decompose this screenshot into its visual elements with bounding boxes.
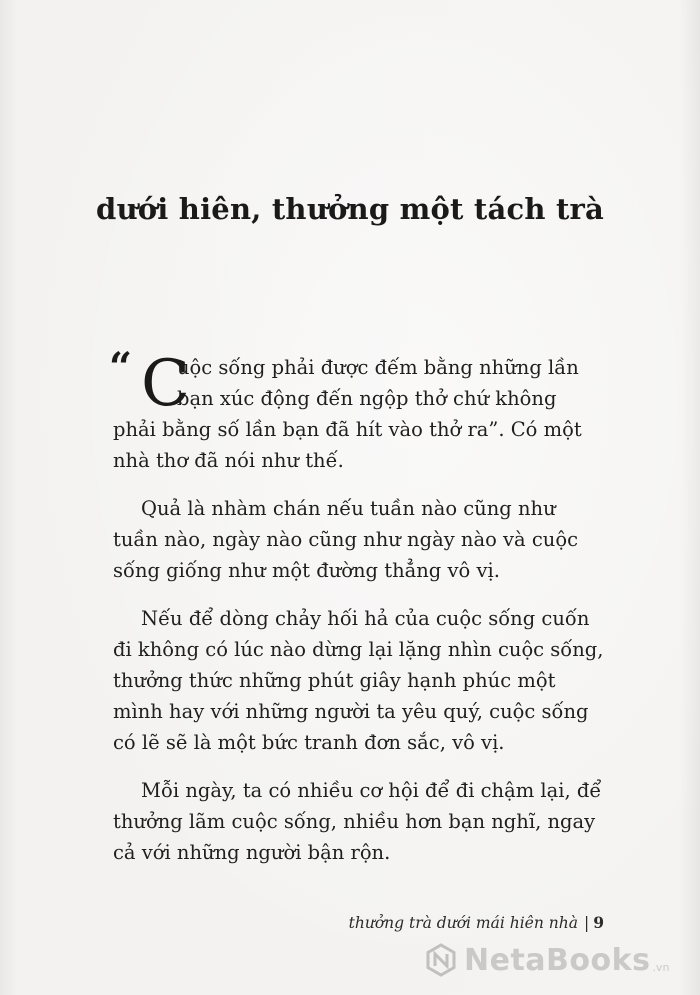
- watermark-brand: NetaBooks: [464, 942, 651, 978]
- watermark-suffix: .vn: [652, 961, 670, 974]
- footer-separator: |: [583, 914, 590, 932]
- text-line: thưởng thức những phút giây hạnh phúc một: [113, 669, 556, 692]
- page-number: 9: [593, 913, 604, 932]
- drop-cap: C: [141, 347, 190, 421]
- text-line: sống giống như một đường thẳng vô vị.: [113, 559, 500, 582]
- text-line: đi không có lúc nào dừng lại lặng nhìn cuộc sống,: [113, 638, 604, 661]
- text-line: nhà thơ đã nói như thế.: [113, 449, 344, 472]
- text-line: có lẽ sẽ là một bức tranh đơn sắc, vô vị.: [113, 731, 505, 754]
- text-line: Quả là nhàm chán nếu tuần nào cũng như: [141, 497, 556, 520]
- text-line: cả với những người bận rộn.: [113, 841, 391, 864]
- text-line: uộc sống phải được đếm bằng những lần: [177, 356, 579, 379]
- text-line: mình hay với những người ta yêu quý, cuộc sống: [113, 700, 589, 723]
- chapter-title: dưới hiên, thưởng một tách trà: [95, 192, 605, 226]
- running-title: thưởng trà dưới mái hiên nhà: [348, 914, 578, 932]
- body-text: [109, 344, 613, 885]
- paragraph-4: [113, 775, 613, 868]
- text-line: phải bằng số lần bạn đã hít vào thở ra”. Có một: [113, 418, 582, 441]
- neta-logo-icon: [424, 943, 458, 977]
- page-footer: [349, 913, 604, 932]
- text-line: tuần nào, ngày nào cũng như ngày nào và cuộc: [113, 528, 579, 551]
- text-line: Nếu để dòng chảy hối hả của cuộc sống cuốn: [141, 607, 590, 630]
- paragraph-1: [109, 344, 613, 476]
- publisher-watermark: [424, 938, 669, 982]
- paragraph-2: [113, 493, 613, 586]
- text-line: thưởng lãm cuộc sống, nhiều hơn bạn nghĩ, ngay: [113, 810, 596, 833]
- paragraph-3: [113, 603, 613, 758]
- text-line: Mỗi ngày, ta có nhiều cơ hội để đi chậm lại, để: [141, 779, 602, 802]
- opening-quote-mark: “: [109, 344, 133, 391]
- text-line: bạn xúc động đến ngộp thở chứ không: [177, 387, 557, 410]
